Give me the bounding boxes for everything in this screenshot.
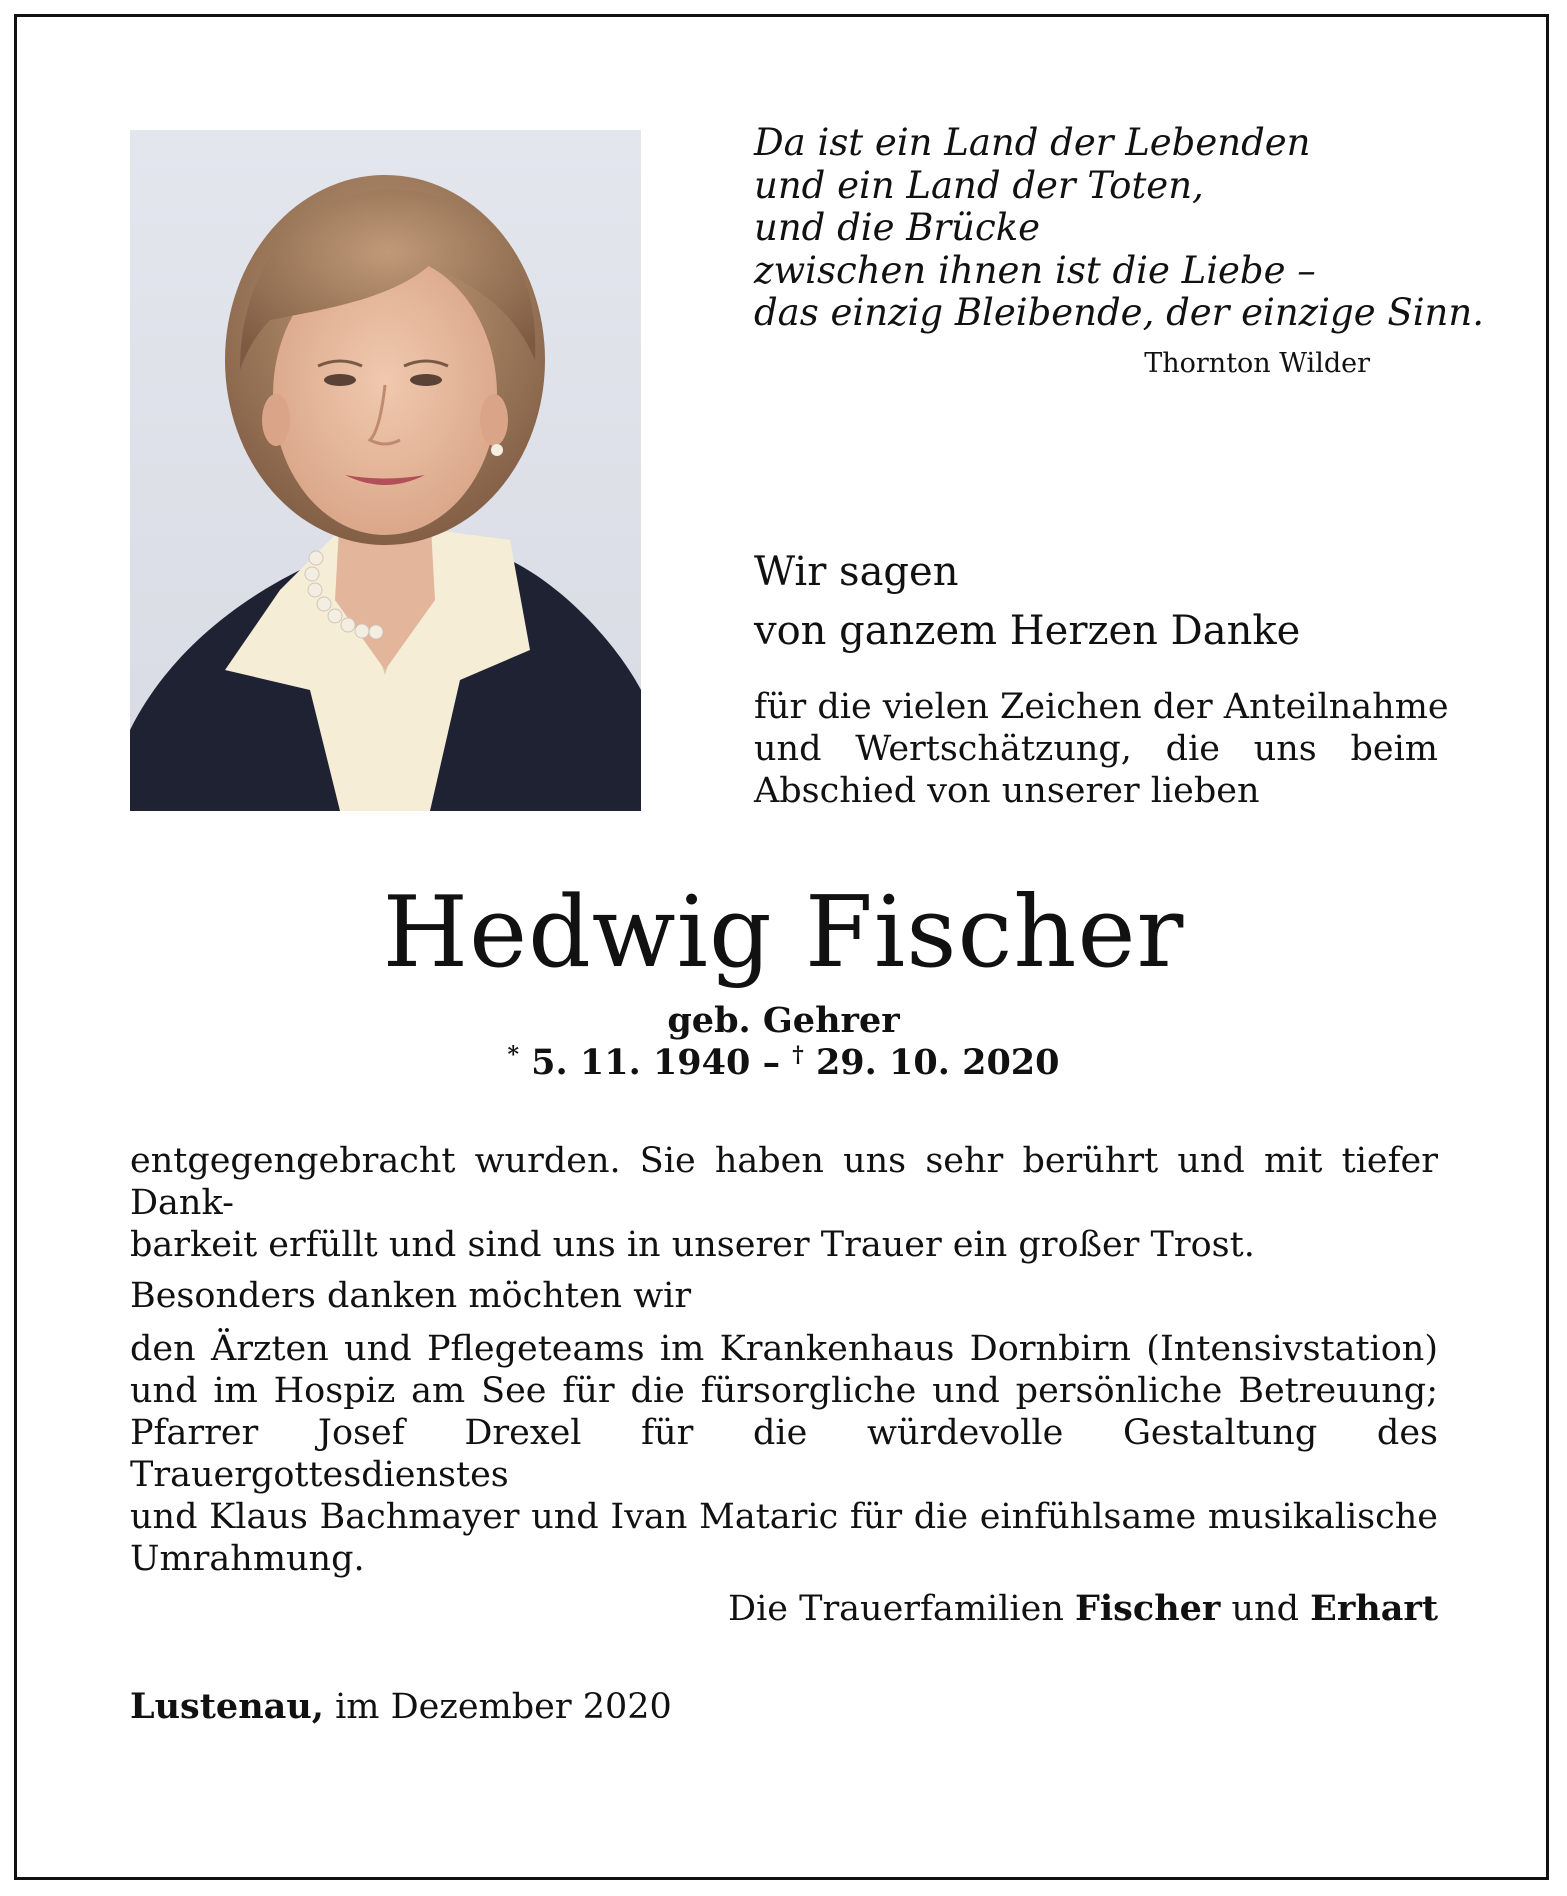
thanks-heading-line: von ganzem Herzen Danke bbox=[754, 608, 1301, 654]
place-and-date bbox=[130, 1686, 1030, 1727]
family-signature bbox=[700, 1588, 1438, 1629]
quote-author: Thornton Wilder bbox=[1144, 348, 1370, 379]
quote-line: und die Brücke bbox=[754, 206, 1041, 249]
paragraph-line: barkeit erfüllt und sind uns in unserer Trauer ein großer Trost. bbox=[130, 1225, 1255, 1265]
paragraph-line: und Klaus Bachmayer und Ivan Mataric für die einfühlsame musikalische bbox=[130, 1497, 1438, 1537]
thanks-heading-line: Wir sagen bbox=[754, 549, 959, 595]
special-thanks-heading: Besonders danken möchten wir bbox=[130, 1276, 692, 1316]
special-thanks-paragraph bbox=[130, 1328, 1438, 1580]
quote-line: Da ist ein Land der Lebenden bbox=[754, 121, 1311, 164]
signature-prefix: Die Trauerfamilien bbox=[728, 1589, 1064, 1629]
paragraph-line: Umrahmung. bbox=[130, 1539, 365, 1579]
quote-line: und ein Land der Toten, bbox=[754, 163, 1204, 207]
portrait-illustration bbox=[130, 130, 641, 811]
paragraph-line: und im Hospiz am See für die fürsorgliche und persönliche Betreuung; bbox=[130, 1371, 1438, 1411]
place-date: im Dezember 2020 bbox=[335, 1687, 672, 1727]
gratitude-paragraph bbox=[130, 1140, 1438, 1266]
poem-quote bbox=[754, 121, 1484, 335]
paragraph-line: den Ärzten und Pflegeteams im Krankenhaus Dornbirn (Intensivstation) bbox=[130, 1329, 1438, 1369]
quote-line: das einzig Bleibende, der einzige Sinn. bbox=[754, 291, 1484, 334]
thanks-body bbox=[754, 686, 1449, 812]
paragraph-line: entgegengebracht wurden. Sie haben uns sehr berührt und mit tiefer Dank- bbox=[130, 1141, 1438, 1223]
portrait-photo bbox=[130, 130, 641, 811]
deceased-name: Hedwig Fischer bbox=[382, 876, 1185, 990]
thanks-body-line: für die vielen Zeichen der Anteilnahme bbox=[754, 687, 1449, 727]
maiden-name: geb. Gehrer bbox=[667, 1000, 900, 1041]
thanks-body-line: und Wertschätzung, die uns beim bbox=[754, 729, 1438, 769]
paragraph-line: Pfarrer Josef Drexel für die würdevolle Gestaltung des Trauergottesdienstes bbox=[130, 1413, 1438, 1495]
life-dates bbox=[0, 1042, 1567, 1083]
thanks-heading bbox=[754, 543, 1454, 661]
signature-conjunction: und bbox=[1231, 1589, 1299, 1629]
quote-line: zwischen ihnen ist die Liebe – bbox=[754, 248, 1316, 292]
death-date: 29. 10. 2020 bbox=[815, 1042, 1060, 1083]
thanks-body-line: Abschied von unserer lieben bbox=[754, 771, 1260, 811]
place-city: Lustenau, bbox=[130, 1686, 324, 1727]
born-symbol: * bbox=[507, 1042, 519, 1068]
died-symbol: † bbox=[792, 1042, 804, 1068]
family-name-erhart: Erhart bbox=[1310, 1588, 1438, 1629]
date-separator: – bbox=[762, 1042, 781, 1083]
family-name-fischer: Fischer bbox=[1075, 1588, 1221, 1629]
birth-date: 5. 11. 1940 bbox=[531, 1042, 751, 1083]
